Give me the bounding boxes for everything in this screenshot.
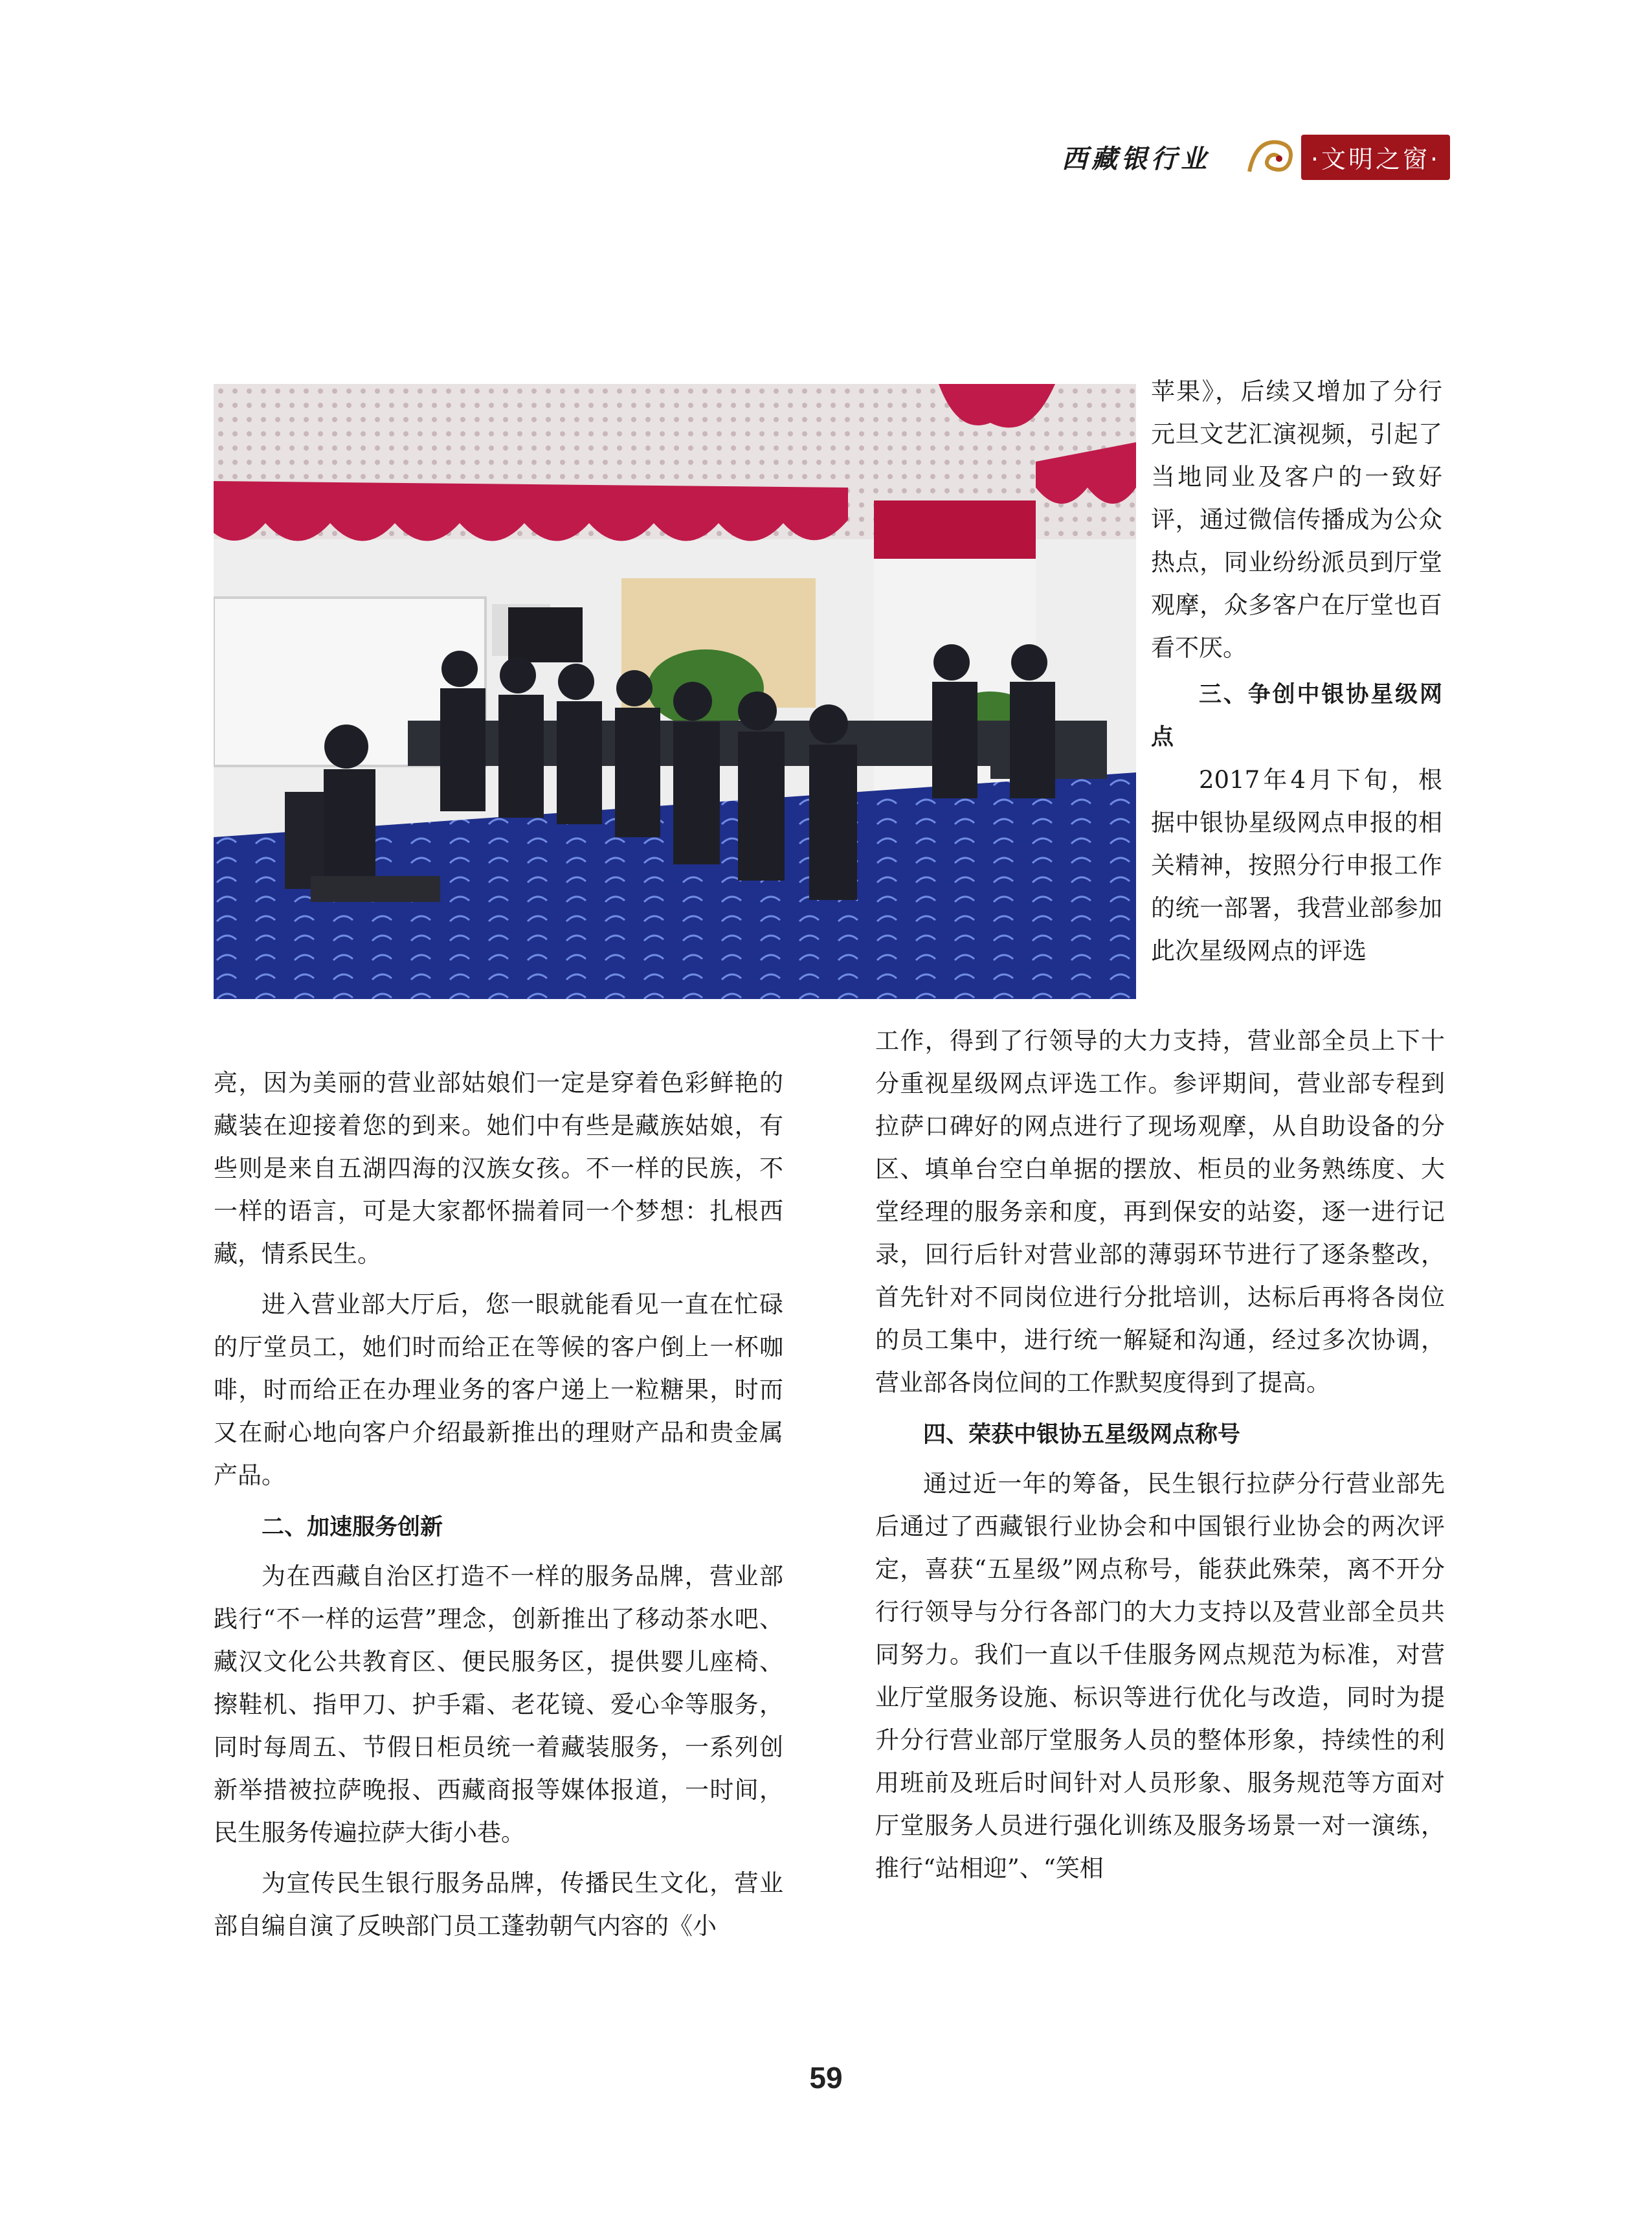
magazine-title: 西藏银行业 <box>1062 144 1211 174</box>
page-header <box>1029 133 1450 181</box>
section-heading-3: 三、争创中银协星级网点 <box>1151 682 1442 750</box>
ornament-icon <box>1243 133 1301 181</box>
paragraph: 进入营业部大厅后，您一眼就能看见一直在忙碌的厅堂员工，她们时而给正在等候的客户倒上一杯咖啡，时而给正在办理业务的客户递上一粒糖果，时而又在耐心地向客户介绍最新推出的理财产品和贵金属产品。 <box>214 1290 783 1489</box>
paragraph: 2017年4月下旬，根据中银协星级网点申报的相关精神，按照分行申报工作的统一部署，我营业部参加此次星级网点的评选 <box>1151 766 1442 965</box>
paragraph: 苹果》，后续又增加了分行元旦文艺汇演视频，引起了当地同业及客户的一致好评，通过微信传播成为公众热点，同业纷纷派员到厅堂观摩，众多客户在厅堂也百看不厌。 <box>1151 377 1442 662</box>
hall-photo <box>214 384 1136 999</box>
right-column-top <box>1151 370 1442 972</box>
section-heading-4: 四、荣获中银协五星级网点称号 <box>923 1422 1241 1448</box>
right-column <box>875 1020 1445 1890</box>
paragraph: 工作，得到了行领导的大力支持，营业部全员上下十分重视星级网点评选工作。参评期间，营业部专程到拉萨口碑好的网点进行了现场观摩，从自助设备的分区、填单台空白单据的摆放、柜员的业务熟练度、大堂经理的服务亲和度，再到保安的站姿，逐一进行记录，回行后针对营业部的薄弱环节进行了逐条整改，首先针对不同岗位进行分批培训，达标后再将各岗位的员工集中，进行统一解疑和沟通，经过多次协调，营业部各岗位间的工作默契度得到了提高。 <box>875 1027 1445 1397</box>
page-number: 59 <box>809 2061 843 2095</box>
hall-photo-illustration <box>214 384 1136 999</box>
section-label: ·文明之窗· <box>1310 145 1441 174</box>
paragraph: 通过近一年的筹备，民生银行拉萨分行营业部先后通过了西藏银行业协会和中国银行业协会的两次评定，喜获“五星级”网点称号，能获此殊荣，离不开分行行领导与分行各部门的大力支持以及营业部全员共同努力。我们一直以千佳服务网点规范为标准，对营业厅堂服务设施、标识等进行优化与改造，同时为提升分行营业部厅堂服务人员的整体形象，持续性的利用班前及班后时间针对人员形象、服务规范等方面对厅堂服务人员进行强化训练及服务场景一对一演练，推行“站相迎”、“笑相 <box>875 1470 1445 1882</box>
paragraph: 亮，因为美丽的营业部姑娘们一定是穿着色彩鲜艳的藏装在迎接着您的到来。她们中有些是藏族姑娘，有些则是来自五湖四海的汉族女孩。不一样的民族，不一样的语言，可是大家都怀揣着同一个梦想：扎根西藏，情系民生。 <box>214 1069 783 1268</box>
section-heading-2: 二、加速服务创新 <box>262 1514 443 1540</box>
paragraph: 为在西藏自治区打造不一样的服务品牌，营业部践行“不一样的运营”理念，创新推出了移动茶水吧、藏汉文化公共教育区、便民服务区，提供婴儿座椅、擦鞋机、指甲刀、护手霜、老花镜、爱心伞等服务，同时每周五、节假日柜员统一着藏装服务，一系列创新举措被拉萨晚报、西藏商报等媒体报道，一时间，民生服务传遍拉萨大街小巷。 <box>214 1562 783 1847</box>
left-column <box>214 1062 783 1948</box>
paragraph: 为宣传民生银行服务品牌，传播民生文化，营业部自编自演了反映部门员工蓬勃朝气内容的《小 <box>214 1869 783 1940</box>
section-badge <box>1301 135 1450 180</box>
